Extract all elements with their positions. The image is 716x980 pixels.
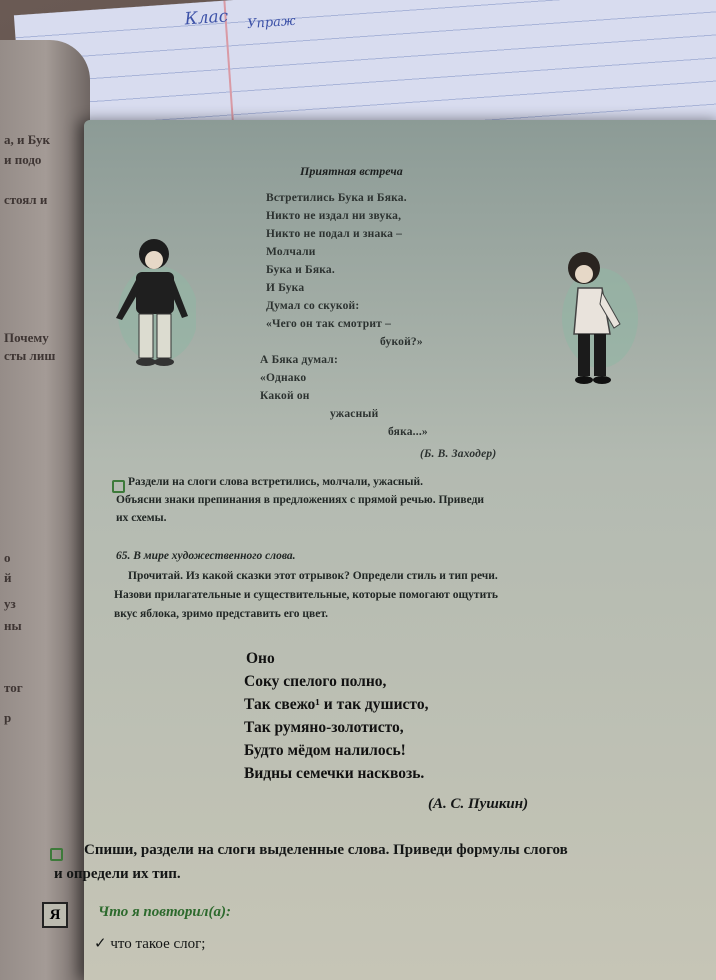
task-line: их схемы. bbox=[116, 512, 167, 524]
poem-line: Никто не подал и знака – bbox=[266, 228, 403, 240]
left-fragment: ны bbox=[4, 618, 22, 633]
boy-illustration-right bbox=[550, 248, 640, 393]
left-fragment: й bbox=[4, 570, 12, 585]
task-marker-icon bbox=[50, 848, 63, 861]
poem-line: ужасный bbox=[330, 408, 379, 420]
poem-line: И Бука bbox=[266, 282, 305, 294]
poem-author: (Б. В. Заходер) bbox=[420, 448, 497, 460]
poem-line: Встретились Бука и Бяка. bbox=[266, 192, 407, 204]
left-fragment: тог bbox=[4, 680, 23, 695]
left-fragment: уз bbox=[4, 596, 16, 611]
task-line: Объясни знаки препинания в предложениях с прямой речью. Приведи bbox=[116, 494, 485, 506]
exercise-text-line: Прочитай. Из какой сказки этот отрывок? Определи стиль и тип речи. bbox=[128, 570, 498, 582]
left-fragment: сты лиш bbox=[4, 348, 56, 363]
poem-line: Никто не издал ни звука, bbox=[266, 210, 402, 222]
left-fragment: а, и Бук bbox=[4, 132, 51, 147]
pushkin-poem-line: Соку спелого полно, bbox=[244, 673, 387, 690]
book-page bbox=[49, 120, 716, 980]
poem-line: «Однако bbox=[260, 372, 307, 384]
poem-line: букой?» bbox=[380, 336, 423, 348]
self-check-badge: Я bbox=[42, 902, 68, 928]
left-fragment: и подо bbox=[4, 152, 42, 167]
poem-line: бяка...» bbox=[388, 426, 428, 438]
review-item: ✓ что такое слог; bbox=[94, 936, 206, 952]
left-fragment: о bbox=[4, 550, 11, 565]
copy-task-line: Спиши, раздели на слоги выделенные слова. Приведи формулы слогов bbox=[84, 842, 568, 858]
pushkin-poem-line: Видны семечки насквозь. bbox=[244, 765, 425, 782]
pushkin-poem-line: Будто мёдом налилось! bbox=[244, 742, 406, 759]
task-marker-icon bbox=[112, 480, 125, 493]
exercise-text-line: вкус яблока, зримо представить его цвет. bbox=[114, 608, 328, 620]
copy-task-line: и определи их тип. bbox=[54, 866, 181, 882]
review-heading: Что я повторил(а): bbox=[98, 904, 231, 920]
poem-line: «Чего он так смотрит – bbox=[266, 318, 392, 330]
exercise-heading: 65. В мире художественного слова. bbox=[116, 550, 296, 562]
poem-line: Молчали bbox=[266, 246, 316, 258]
notebook-handwriting-1: Клас bbox=[183, 6, 229, 30]
pushkin-poem-line: Оно bbox=[246, 650, 275, 667]
left-fragment: стоял и bbox=[4, 192, 48, 207]
exercise-text-line: Назови прилагательные и существительные, которые помогают ощутить bbox=[114, 589, 498, 601]
pushkin-poem-line: Так свежо¹ и так душисто, bbox=[244, 696, 429, 713]
poem-title: Приятная встреча bbox=[300, 164, 403, 178]
left-book-page bbox=[0, 40, 90, 980]
poem-line: Какой он bbox=[260, 390, 310, 402]
notebook-handwriting-2: Упраж bbox=[246, 13, 297, 33]
poem-line: А Бяка думал: bbox=[260, 354, 338, 366]
poem-line: Думал со скукой: bbox=[266, 300, 360, 312]
left-fragment: р bbox=[4, 710, 12, 725]
pushkin-author: (А. С. Пушкин) bbox=[428, 796, 529, 812]
pushkin-poem-line: Так румяно-золотисто, bbox=[244, 719, 404, 736]
poem-line: Бука и Бяка. bbox=[266, 264, 335, 276]
task-line: Раздели на слоги слова встретились, молчали, ужасный. bbox=[128, 476, 424, 488]
boy-illustration-left bbox=[106, 232, 196, 377]
left-fragment: Почему bbox=[4, 330, 49, 345]
